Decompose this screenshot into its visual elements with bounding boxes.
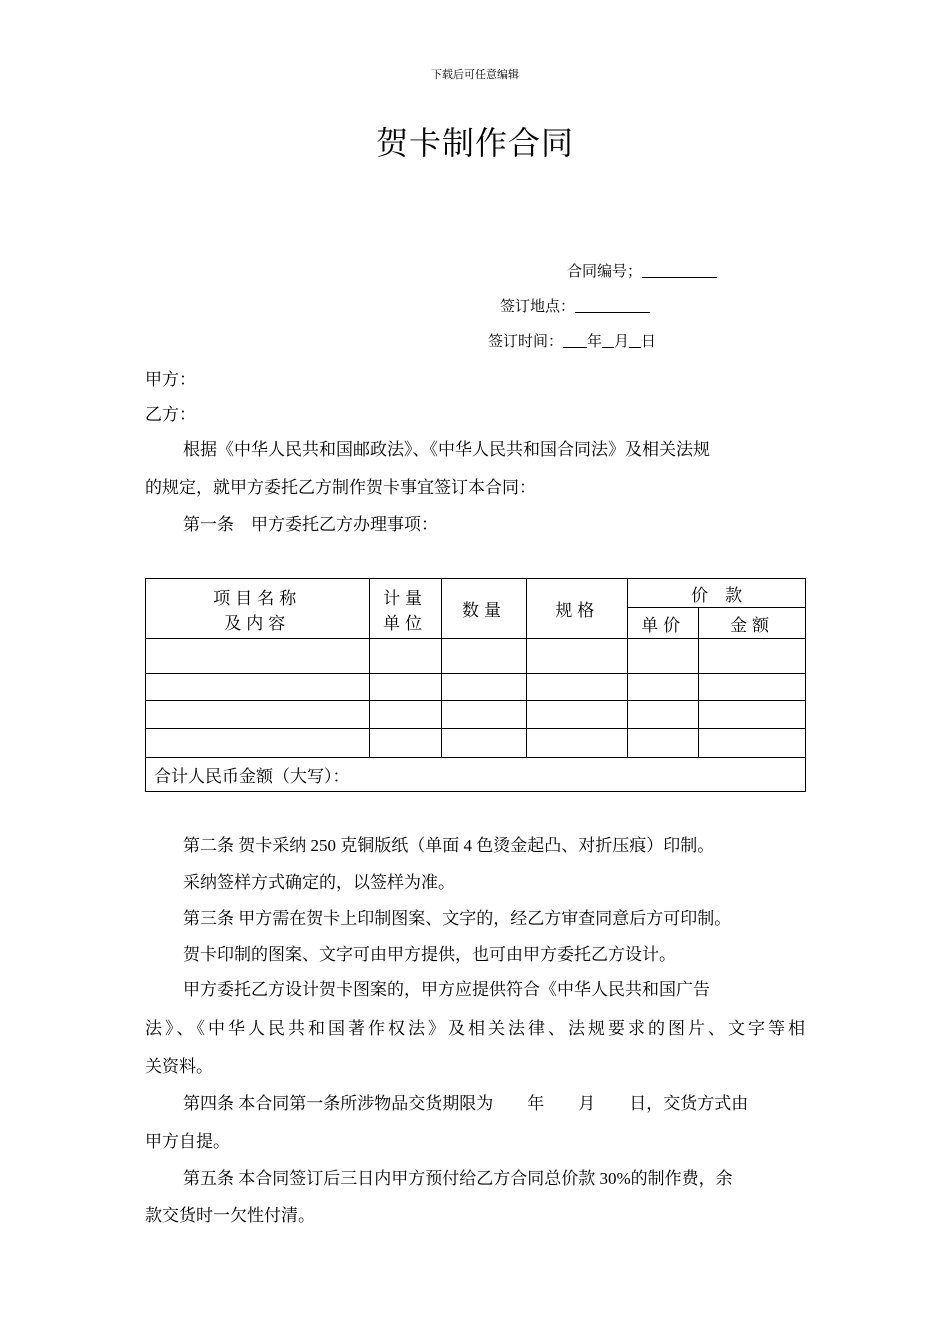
day-label: 日 [641,333,657,350]
table-cell[interactable] [369,639,441,674]
table-cell[interactable] [441,701,527,729]
table-cell[interactable] [628,729,699,758]
table-cell[interactable] [527,701,628,729]
article-3-line-5: 关资料。 [145,1057,213,1076]
article-2-line-1: 第二条 贺卡采纳 250 克铜版纸（单面 4 色烫金起凸、对折压痕）印制。 [183,836,715,855]
table-cell[interactable] [369,729,441,758]
signing-place-blank [575,298,650,313]
table-cell[interactable] [628,701,699,729]
table-cell[interactable] [441,674,527,701]
article-3-line-4: 法》、《中华人民共和国著作权法》及相关法律、法规要求的图片、文字等相 [145,1019,805,1038]
table-cell[interactable] [146,674,370,701]
header-quantity: 数量 [441,579,527,639]
article-5-line-1: 第五条 本合同签订后三日内甲方预付给乙方合同总价款 30%的制作费，余 [183,1169,733,1188]
article-3-line-3: 甲方委托乙方设计贺卡图案的，甲方应提供符合《中华人民共和国广告 [183,980,710,999]
article-1: 第一条 甲方委托乙方办理事项： [183,515,438,534]
table-row [146,674,806,701]
table-row [146,729,806,758]
table-cell[interactable] [146,729,370,758]
table-cell[interactable] [441,729,527,758]
signing-time-row [488,330,656,351]
contract-number-blank [642,263,717,278]
table-cell[interactable] [527,729,628,758]
table-cell[interactable] [699,674,806,701]
article-4-line-2: 甲方自提。 [145,1132,230,1151]
header-price: 价 款 [628,579,806,608]
table-total-row [146,758,806,792]
signing-place-label: 签订地点： [500,298,576,315]
table-cell[interactable] [699,639,806,674]
header-unit [369,579,441,639]
month-label: 月 [614,333,630,350]
article-5-line-2: 款交货时一欠性付清。 [145,1206,315,1225]
table-cell[interactable] [146,639,370,674]
table-cell[interactable] [369,674,441,701]
total-amount-label: 合计人民币金额（大写）： [146,758,806,792]
signing-time-label: 签订时间： [488,333,564,350]
header-item-name [146,579,370,639]
year-label: 年 [587,333,603,350]
contract-number-row [567,260,717,281]
table-cell[interactable] [146,701,370,729]
month-blank [602,333,614,348]
document-title: 贺卡制作合同 [375,125,574,161]
header-unit-line2: 单位 [383,613,428,633]
party-a-label: 甲方： [145,370,196,389]
header-item-name-line1: 项目名称 [213,588,302,608]
header-unit-line1: 计量 [383,588,428,608]
article-3-line-1: 第三条 甲方需在贺卡上印制图案、文字的，经乙方审查同意后方可印制。 [183,909,732,928]
table-cell[interactable] [527,639,628,674]
day-blank [629,333,641,348]
table-cell[interactable] [441,639,527,674]
header-unit-price: 单价 [628,608,699,639]
header-spec: 规格 [527,579,628,639]
intro-line-1: 根据《中华人民共和国邮政法》、《中华人民共和国合同法》及相关法规 [183,440,710,459]
header-note: 下载后可任意编辑 [431,69,519,81]
year-blank [563,333,587,348]
table-cell[interactable] [628,639,699,674]
article-2-line-2: 采纳签样方式确定的，以签样为准。 [183,873,455,892]
article-4-line-1: 第四条 本合同第一条所涉物品交货期限为 年 月 日，交货方式由 [183,1094,749,1113]
table-cell[interactable] [527,674,628,701]
table-cell[interactable] [628,674,699,701]
signing-place-row [500,295,650,316]
contract-number-label: 合同编号； [567,263,643,280]
items-table [145,578,806,792]
table-cell[interactable] [369,701,441,729]
article-3-line-2: 贺卡印制的图案、文字可由甲方提供，也可由甲方委托乙方设计。 [183,945,676,964]
table-cell[interactable] [699,729,806,758]
header-item-name-line2: 及内容 [224,613,291,633]
header-amount: 金额 [699,608,806,639]
intro-line-2: 的规定，就甲方委托乙方制作贺卡事宜签订本合同： [145,478,536,497]
table-row [146,639,806,674]
table-row [146,701,806,729]
table-header-row [146,579,806,608]
table-cell[interactable] [699,701,806,729]
party-b-label: 乙方： [145,405,196,424]
